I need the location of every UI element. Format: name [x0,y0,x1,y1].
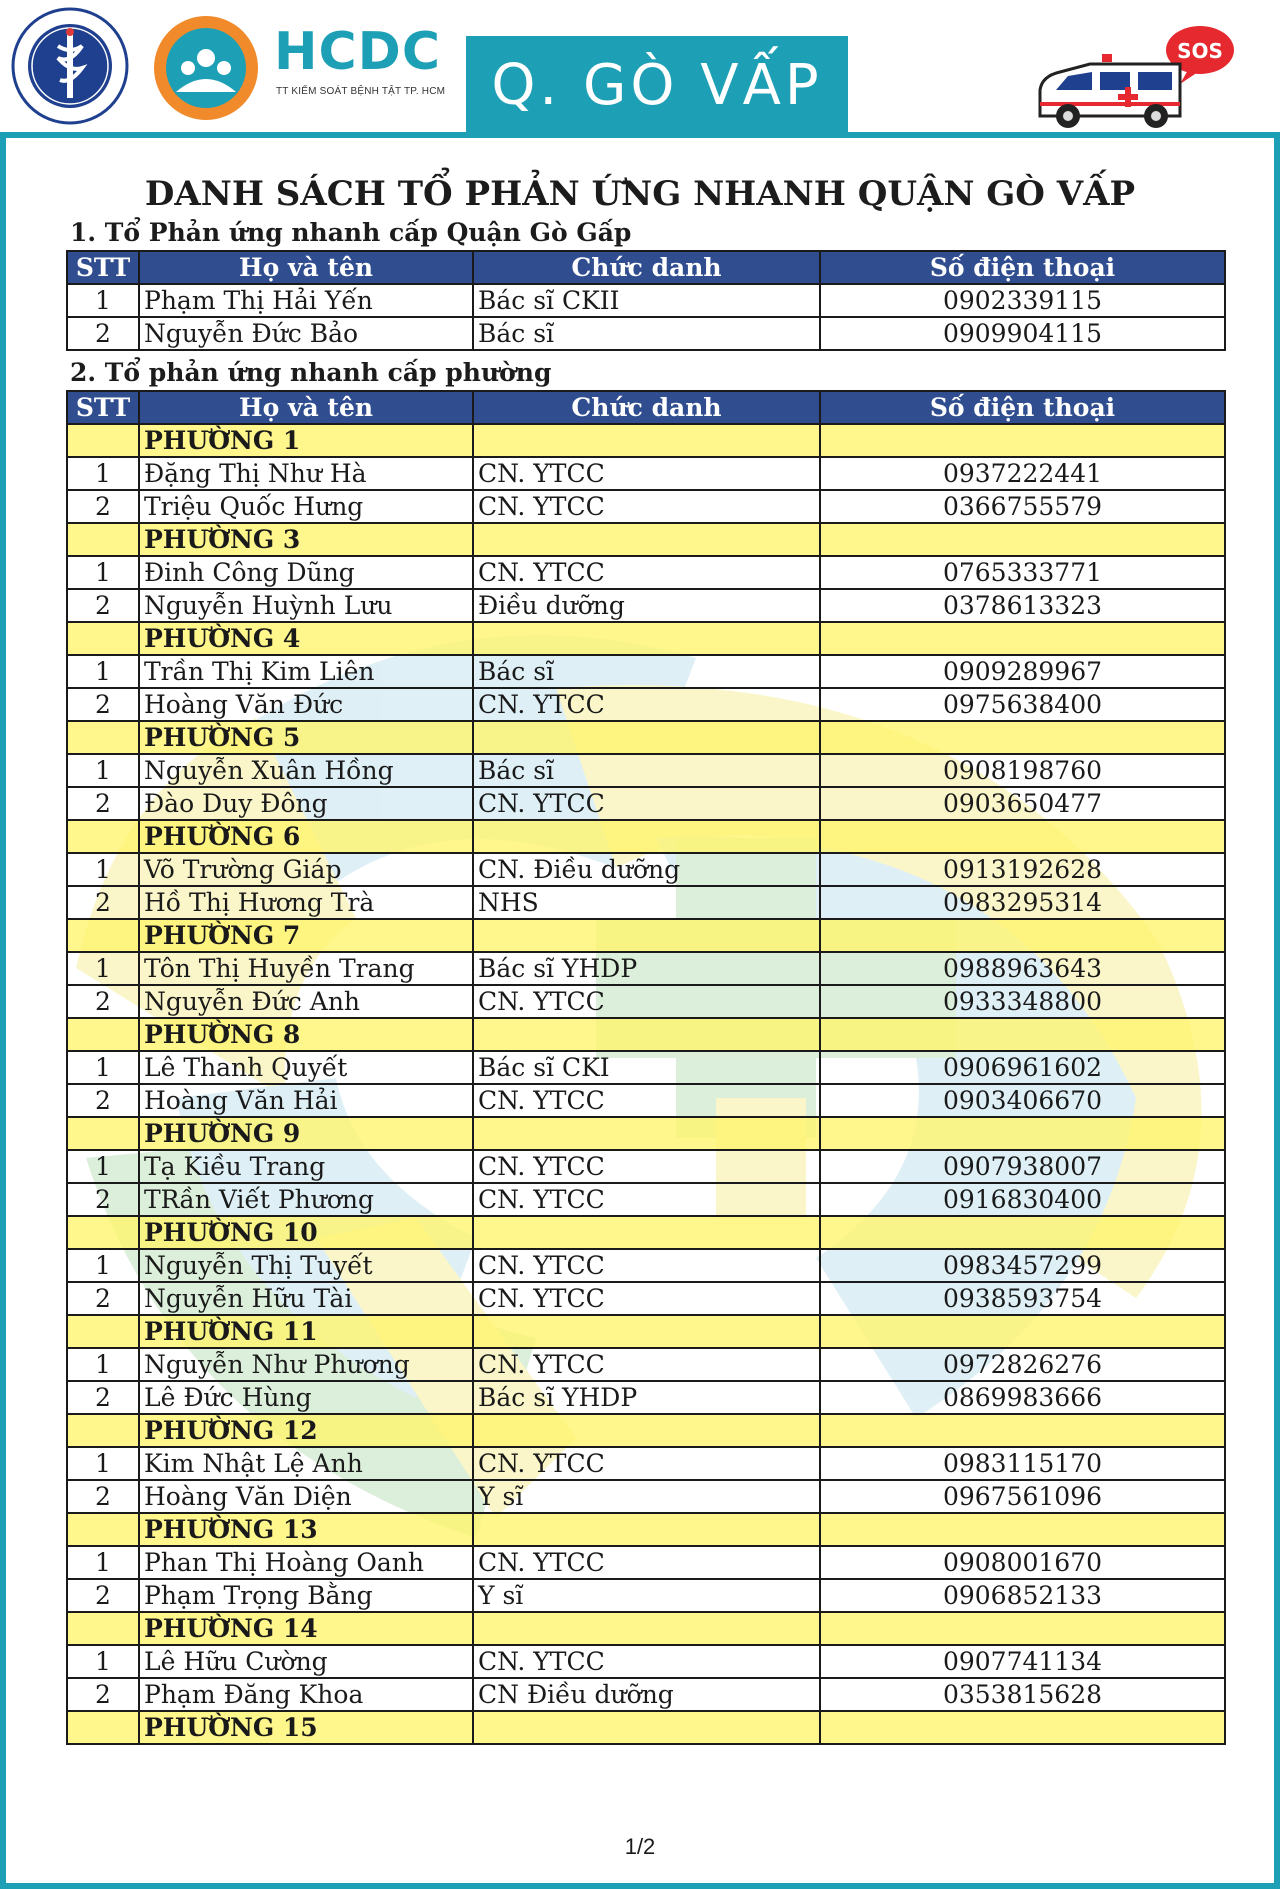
col-name: Họ và tên [139,251,473,284]
stt-cell: 2 [67,1084,139,1117]
ward-name: PHƯỜNG 1 [139,424,473,457]
title-cell: CN. YTCC [473,490,820,523]
table-row [67,1348,1225,1381]
name-cell: Võ Trường Giáp [139,853,473,886]
stt-cell: 1 [67,1447,139,1480]
name-cell: Nguyễn Đức Bảo [139,317,473,350]
ward-empty-cell [473,1315,820,1348]
phone-cell: 0907938007 [820,1150,1225,1183]
title-cell: CN. YTCC [473,556,820,589]
name-cell: Phạm Đăng Khoa [139,1678,473,1711]
stt-cell: 1 [67,1051,139,1084]
table-row [67,284,1225,317]
phone-cell: 0903650477 [820,787,1225,820]
ward-name: PHƯỜNG 12 [139,1414,473,1447]
section2-title: 2. Tổ phản ứng nhanh cấp phường [70,358,552,387]
ambulance-sos-icon [1030,20,1245,132]
stt-cell: 2 [67,1678,139,1711]
name-cell: Lê Hữu Cường [139,1645,473,1678]
phone-cell: 0903406670 [820,1084,1225,1117]
ward-empty-cell [473,820,820,853]
stt-cell: 1 [67,853,139,886]
name-cell: Hoàng Văn Hải [139,1084,473,1117]
stt-cell: 1 [67,1546,139,1579]
name-cell: Tạ Kiều Trang [139,1150,473,1183]
title-cell: Bác sĩ CKII [473,284,820,317]
table-row [67,1447,1225,1480]
stt-cell: 2 [67,886,139,919]
sos-label: SOS [1177,39,1223,63]
stt-cell: 1 [67,655,139,688]
phone-cell: 0938593754 [820,1282,1225,1315]
table-header-row [67,391,1225,424]
ward-team-table [66,390,1226,1745]
table-row [67,952,1225,985]
ward-name: PHƯỜNG 3 [139,523,473,556]
stt-cell: 1 [67,556,139,589]
ward-empty-cell [820,622,1225,655]
name-cell: Phạm Thị Hải Yến [139,284,473,317]
hcdc-name: HCDC [274,22,442,82]
phone-cell: 0909289967 [820,655,1225,688]
title-cell: Bác sĩ CKI [473,1051,820,1084]
name-cell: Lê Thanh Quyết [139,1051,473,1084]
page-number: 1/2 [624,1834,656,1859]
ward-header-row [67,622,1225,655]
ward-empty-cell [473,523,820,556]
ward-header-row [67,1315,1225,1348]
ward-empty-cell [473,721,820,754]
ward-empty-cell [820,721,1225,754]
ward-stt-cell [67,424,139,457]
phone-cell: 0967561096 [820,1480,1225,1513]
phone-cell: 0353815628 [820,1678,1225,1711]
phone-cell: 0933348800 [820,985,1225,1018]
name-cell: Nguyễn Như Phương [139,1348,473,1381]
table-row [67,1084,1225,1117]
title-cell: NHS [473,886,820,919]
title-cell: CN. YTCC [473,1150,820,1183]
name-cell: Trần Thị Kim Liên [139,655,473,688]
name-cell: Đặng Thị Như Hà [139,457,473,490]
title-cell: CN. YTCC [473,985,820,1018]
name-cell: Hoàng Văn Diện [139,1480,473,1513]
name-cell: Hoàng Văn Đức [139,688,473,721]
phone-cell: 0913192628 [820,853,1225,886]
table-row [67,490,1225,523]
phone-cell: 0983457299 [820,1249,1225,1282]
ward-name: PHƯỜNG 9 [139,1117,473,1150]
ward-stt-cell [67,919,139,952]
title-cell: Y sĩ [473,1480,820,1513]
ward-empty-cell [473,1711,820,1744]
title-cell: Y sĩ [473,1579,820,1612]
table-row [67,1480,1225,1513]
stt-cell: 1 [67,952,139,985]
stt-cell: 2 [67,787,139,820]
title-cell: CN. YTCC [473,457,820,490]
ward-stt-cell [67,1315,139,1348]
phone-cell: 0988963643 [820,952,1225,985]
title-cell: Bác sĩ [473,655,820,688]
title-cell: Bác sĩ YHDP [473,952,820,985]
col-name: Họ và tên [139,391,473,424]
ward-empty-cell [820,1513,1225,1546]
stt-cell: 1 [67,1348,139,1381]
ward-empty-cell [473,622,820,655]
ward-header-row [67,1018,1225,1051]
title-cell: Điều dưỡng [473,589,820,622]
ward-empty-cell [473,1117,820,1150]
stt-cell: 1 [67,754,139,787]
stt-cell: 1 [67,1249,139,1282]
title-cell: CN. YTCC [473,1348,820,1381]
ward-stt-cell [67,721,139,754]
phone-cell: 0902339115 [820,284,1225,317]
name-cell: Kim Nhật Lệ Anh [139,1447,473,1480]
table-row [67,1381,1225,1414]
table-row [67,1678,1225,1711]
ward-stt-cell [67,523,139,556]
ward-empty-cell [820,1315,1225,1348]
table-row [67,556,1225,589]
ward-header-row [67,1513,1225,1546]
phone-cell: 0983115170 [820,1447,1225,1480]
ward-name: PHƯỜNG 14 [139,1612,473,1645]
section1-title: 1. Tổ Phản ứng nhanh cấp Quận Gò Gấp [70,218,632,247]
phone-cell: 0366755579 [820,490,1225,523]
title-cell: CN. YTCC [473,787,820,820]
table-row [67,589,1225,622]
title-cell: CN. YTCC [473,1546,820,1579]
phone-cell: 0937222441 [820,457,1225,490]
district-team-table [66,250,1226,351]
stt-cell: 2 [67,1381,139,1414]
ward-empty-cell [820,1117,1225,1150]
ward-header-row [67,523,1225,556]
ward-stt-cell [67,622,139,655]
ward-name: PHƯỜNG 4 [139,622,473,655]
title-cell: CN. YTCC [473,1447,820,1480]
ward-empty-cell [820,919,1225,952]
ward-empty-cell [473,424,820,457]
ward-name: PHƯỜNG 15 [139,1711,473,1744]
document-title: DANH SÁCH TỔ PHẢN ỨNG NHANH QUẬN GÒ VẤP [144,174,1136,214]
name-cell: Đào Duy Đông [139,787,473,820]
ward-name: PHƯỜNG 11 [139,1315,473,1348]
ward-empty-cell [820,1216,1225,1249]
stt-cell: 2 [67,688,139,721]
stt-cell: 1 [67,1645,139,1678]
title-cell: Bác sĩ [473,317,820,350]
phone-cell: 0765333771 [820,556,1225,589]
phone-cell: 0906961602 [820,1051,1225,1084]
stt-cell: 2 [67,1282,139,1315]
name-cell: Đinh Công Dũng [139,556,473,589]
table-row [67,787,1225,820]
stt-cell: 2 [67,1480,139,1513]
ward-header-row [67,1414,1225,1447]
table-row [67,317,1225,350]
table-row [67,1150,1225,1183]
ward-stt-cell [67,1414,139,1447]
stt-cell: 1 [67,457,139,490]
ward-header-row [67,820,1225,853]
table-row [67,457,1225,490]
phone-cell: 0975638400 [820,688,1225,721]
phone-cell: 0378613323 [820,589,1225,622]
ward-stt-cell [67,1216,139,1249]
hcdc-logo [150,12,262,124]
ward-empty-cell [473,1414,820,1447]
name-cell: Nguyễn Xuân Hồng [139,754,473,787]
title-cell: CN. Điều dưỡng [473,853,820,886]
col-stt: STT [67,251,139,284]
table-row [67,655,1225,688]
ward-empty-cell [820,1414,1225,1447]
table-row [67,985,1225,1018]
ward-name: PHƯỜNG 6 [139,820,473,853]
phone-cell: 0916830400 [820,1183,1225,1216]
name-cell: Triệu Quốc Hưng [139,490,473,523]
ward-empty-cell [473,1216,820,1249]
name-cell: Nguyễn Huỳnh Lưu [139,589,473,622]
name-cell: Nguyễn Hữu Tài [139,1282,473,1315]
ward-name: PHƯỜNG 5 [139,721,473,754]
title-cell: CN. YTCC [473,1183,820,1216]
stt-cell: 2 [67,490,139,523]
ward-stt-cell [67,1711,139,1744]
ward-header-row [67,1117,1225,1150]
title-cell: Bác sĩ YHDP [473,1381,820,1414]
stt-cell: 1 [67,284,139,317]
stt-cell: 2 [67,1579,139,1612]
table-row [67,886,1225,919]
title-cell: CN Điều dưỡng [473,1678,820,1711]
ward-empty-cell [473,919,820,952]
phone-cell: 0908001670 [820,1546,1225,1579]
ward-empty-cell [473,1513,820,1546]
ward-stt-cell [67,1612,139,1645]
stt-cell: 2 [67,589,139,622]
table-row [67,1579,1225,1612]
department-of-health-logo [10,6,130,126]
ward-header-row [67,1711,1225,1744]
title-cell: Bác sĩ [473,754,820,787]
col-phone: Số điện thoại [820,391,1225,424]
document-frame [0,132,1280,1889]
title-cell: CN. YTCC [473,1282,820,1315]
phone-cell: 0869983666 [820,1381,1225,1414]
phone-cell: 0972826276 [820,1348,1225,1381]
stt-cell: 2 [67,985,139,1018]
ward-header-row [67,919,1225,952]
ward-stt-cell [67,1018,139,1051]
name-cell: Nguyễn Đức Anh [139,985,473,1018]
name-cell: Phạm Trọng Bằng [139,1579,473,1612]
ward-empty-cell [820,424,1225,457]
ward-empty-cell [820,523,1225,556]
name-cell: Tôn Thị Huyền Trang [139,952,473,985]
stt-cell: 2 [67,1183,139,1216]
table-row [67,1051,1225,1084]
name-cell: TRần Viết Phương [139,1183,473,1216]
ward-header-row [67,721,1225,754]
table-row [67,853,1225,886]
phone-cell: 0906852133 [820,1579,1225,1612]
ward-name: PHƯỜNG 13 [139,1513,473,1546]
name-cell: Phan Thị Hoàng Oanh [139,1546,473,1579]
hcdc-subtitle: TT KIỂM SOÁT BỆNH TẬT TP. HCM [276,86,446,97]
ward-stt-cell [67,1513,139,1546]
district-banner [466,36,848,136]
col-stt: STT [67,391,139,424]
col-phone: Số điện thoại [820,251,1225,284]
phone-cell: 0909904115 [820,317,1225,350]
district-title: Q. GÒ VẤP [491,53,823,118]
ward-header-row [67,1612,1225,1645]
stt-cell: 1 [67,1150,139,1183]
ward-empty-cell [820,1612,1225,1645]
ward-empty-cell [473,1018,820,1051]
ward-name: PHƯỜNG 7 [139,919,473,952]
title-cell: CN. YTCC [473,688,820,721]
table-row [67,1249,1225,1282]
stt-cell: 2 [67,317,139,350]
table-row [67,1282,1225,1315]
ward-empty-cell [473,1612,820,1645]
ward-header-row [67,1216,1225,1249]
ward-header-row [67,424,1225,457]
ward-empty-cell [820,820,1225,853]
table-row [67,1546,1225,1579]
name-cell: Nguyễn Thị Tuyết [139,1249,473,1282]
table-row [67,688,1225,721]
col-title: Chức danh [473,251,820,284]
name-cell: Hồ Thị Hương Trà [139,886,473,919]
phone-cell: 0983295314 [820,886,1225,919]
phone-cell: 0907741134 [820,1645,1225,1678]
title-cell: CN. YTCC [473,1084,820,1117]
table-row [67,1183,1225,1216]
ward-name: PHƯỜNG 10 [139,1216,473,1249]
col-title: Chức danh [473,391,820,424]
title-cell: CN. YTCC [473,1249,820,1282]
page-header [0,0,1280,136]
table-header-row [67,251,1225,284]
name-cell: Lê Đức Hùng [139,1381,473,1414]
table-row [67,1645,1225,1678]
ward-empty-cell [820,1711,1225,1744]
table-row [67,754,1225,787]
phone-cell: 0908198760 [820,754,1225,787]
title-cell: CN. YTCC [473,1645,820,1678]
ward-empty-cell [820,1018,1225,1051]
ward-name: PHƯỜNG 8 [139,1018,473,1051]
ward-stt-cell [67,1117,139,1150]
ward-stt-cell [67,820,139,853]
document-content [6,138,1274,1883]
